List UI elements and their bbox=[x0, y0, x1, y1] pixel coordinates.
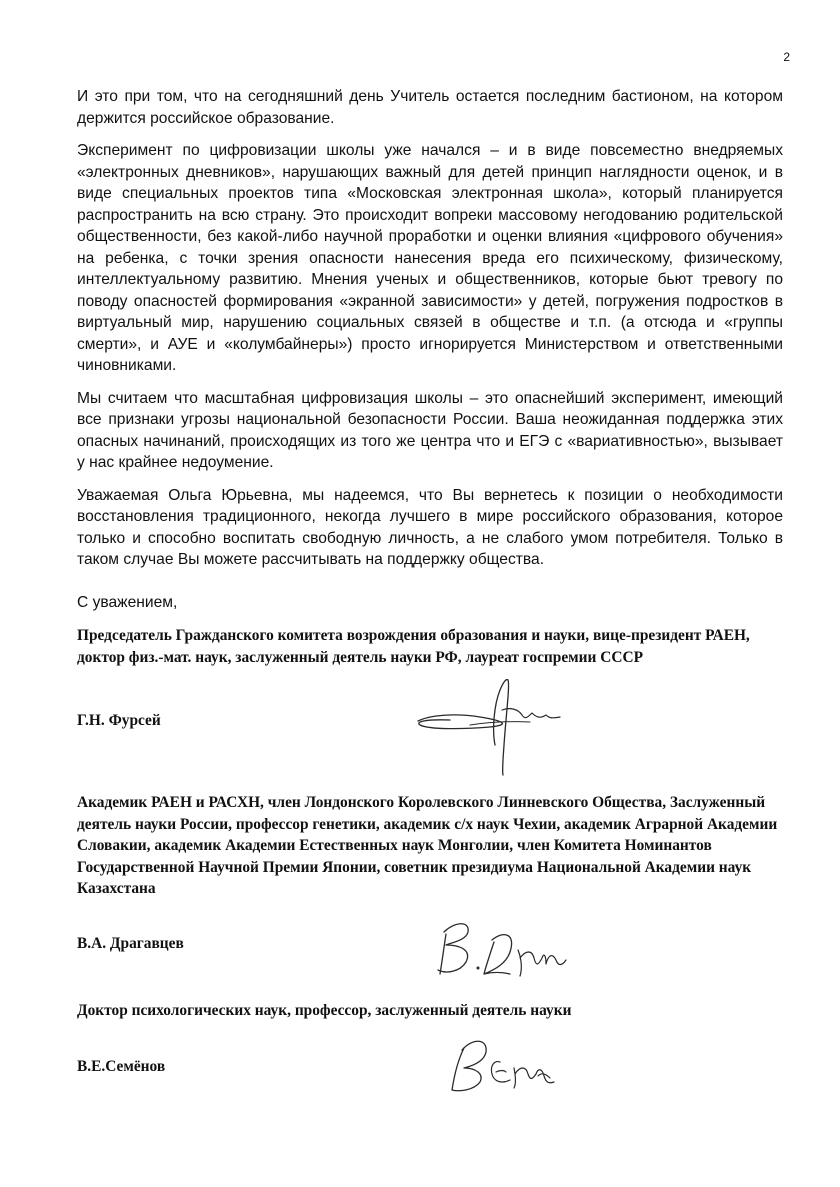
signatory-name-dragavtsev: В.А. Драгавцев bbox=[77, 935, 184, 952]
signatory-title-dragavtsev: Академик РАЕН и РАСХН, член Лондонского Королевского Линневского Общества, Заслуженный деятель науки России, профессор генетики, академик с/х наук Чехии, академик Аграрной Академии Словакии, академик Академии Естественных наук Монголии, член Комитета Номинантов Государственной Научной Премии Японии, советник президиума Национальной Академии наук Казахстана bbox=[77, 794, 778, 897]
handwritten-signature-fursei bbox=[410, 675, 570, 780]
handwritten-signature-semenov bbox=[440, 1032, 570, 1097]
letter-body bbox=[77, 86, 783, 582]
handwritten-signature-dragavtsev bbox=[432, 912, 572, 982]
signatory-name-semenov: В.Е.Семёнов bbox=[77, 1058, 166, 1075]
paragraph: И это при том, что на сегодняшний день Учитель остается последним бастионом, на котором держится российское образование. bbox=[77, 88, 783, 127]
paragraph: Эксперимент по цифровизации школы уже начался – и в виде повсеместно внедряемых «электронных дневников», нарушающих важный для детей принцип наглядности оценок, и в виде специальных проектов типа «Московская электронная школа», который планируется распространить на всю страну. Это происходит вопреки массовому негодованию родительской общественности, без какой-либо научной проработки и оценки влияния «цифрового обучения» на ребенка, с точки зрения опасности нанесения вреда его психическому, физическому, интеллектуальному развитию. Мнения ученых и общественников, которые бьют тревогу по поводу опасностей формирования «экранной зависимости» у детей, погружения подростков в виртуальный мир, нарушению социальных связей в обществе и т.п. (а отсюда и «группы смерти», и АУЕ и «колумбайнеры») просто игнорируется Министерством и ответственными чиновниками. bbox=[77, 142, 783, 374]
page-number: 2 bbox=[783, 50, 790, 64]
signatory-name-fursei: Г.Н. Фурсей bbox=[77, 712, 161, 729]
paragraph: Мы считаем что масштабная цифровизация школы – это опаснейший эксперимент, имеющий все признаки угрозы национальной безопасности России. Ваша неожиданная поддержка этих опасных начинаний, происходящих из того же центра что и ЕГЭ с «вариативностью», вызывает у нас крайнее недоумение. bbox=[77, 389, 783, 471]
signatory-title-fursei: Председатель Гражданского комитета возрождения образования и науки, вице-президент РАЕН, доктор физ.-мат. наук, заслуженный деятель науки РФ, лауреат госпремии СССР bbox=[77, 627, 750, 666]
paragraph: Уважаемая Ольга Юрьевна, мы надеемся, что Вы вернетесь к позиции о необходимости восстановления традиционного, некогда лучшего в мире российского образования, которое только и способно воспитать свободную личность, а не слабого умом потребителя. Только в таком случае Вы можете рассчитывать на поддержку общества. bbox=[77, 486, 783, 568]
signatory-title-semenov: Доктор психологических наук, профессор, заслуженный деятель науки bbox=[77, 1002, 572, 1019]
closing-salutation: С уважением, bbox=[77, 594, 178, 611]
